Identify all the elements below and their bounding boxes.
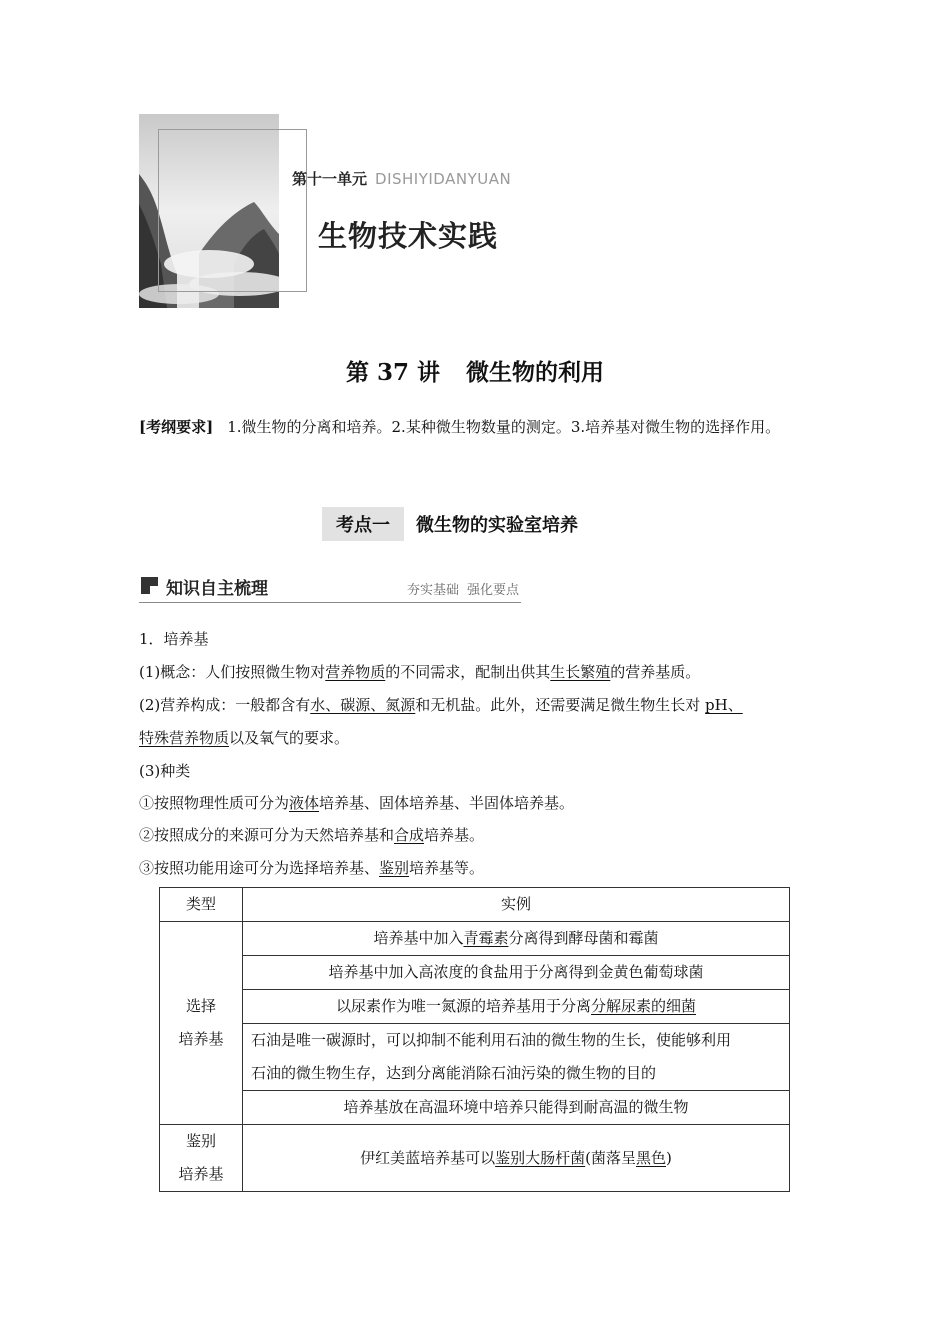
- text: 以及氧气的要求。: [229, 729, 350, 747]
- text: ③按照功能用途可分为选择培养基、: [139, 859, 380, 877]
- table-cell-example: 培养基中加入高浓度的食盐用于分离得到金黄色葡萄球菌: [243, 956, 790, 990]
- table-header-type: 类型: [160, 888, 243, 922]
- answer-blank: 青霉素: [463, 929, 509, 947]
- section-sub-1: 夯实基础: [406, 583, 459, 598]
- text: ②按照成分的来源可分为天然培养基和: [139, 826, 395, 844]
- answer-blank: 液体: [289, 794, 320, 812]
- kaodian-header: [322, 507, 578, 537]
- answer-blank: 分解尿素的细菌: [591, 997, 697, 1015]
- paragraph-composition: [139, 694, 743, 715]
- table-row: [160, 990, 790, 1024]
- lecture-number: 第 37 讲: [345, 359, 441, 386]
- answer-blank: 合成: [394, 826, 425, 844]
- kaodian-name: 微生物的实验室培养: [416, 515, 578, 536]
- answer-blank: 生长繁殖: [550, 663, 611, 681]
- table-row: [160, 956, 790, 990]
- text: 培养基等。: [409, 859, 485, 877]
- table-cell-example: [243, 1024, 790, 1091]
- text: ): [666, 1148, 672, 1167]
- section-subtitle: [407, 579, 519, 598]
- answer-blank: 鉴别: [379, 859, 410, 877]
- exam-requirements: [139, 416, 780, 437]
- paragraph-concept: [139, 661, 700, 682]
- lecture-title: [0, 354, 950, 387]
- text: 伊红美蓝培养基可以: [360, 1148, 496, 1167]
- answer-blank: 黑色: [636, 1148, 667, 1167]
- unit-label: [292, 168, 511, 189]
- requirements-tag: [考纲要求]: [139, 418, 214, 436]
- text: 和无机盐。此外，还需要满足微生物生长对: [415, 696, 706, 714]
- table-cell-example: [243, 1125, 790, 1192]
- answer-blank: 鉴别大肠杆菌: [495, 1148, 586, 1167]
- table-header-row: [160, 888, 790, 922]
- text: (1)概念：人们按照微生物对: [139, 663, 326, 681]
- text: 分离得到酵母菌和霉菌: [508, 929, 659, 947]
- requirements-text: 1.微生物的分离和培养。2.某种微生物数量的测定。3.培养基对微生物的选择作用。: [227, 418, 781, 436]
- section-title: 知识自主梳理: [166, 579, 268, 599]
- paragraph-type-physical: [139, 792, 574, 813]
- text: 培养基。: [424, 826, 485, 844]
- text: 的营养基质。: [610, 663, 701, 681]
- answer-blank: 特殊营养物质: [139, 729, 230, 747]
- paragraph-type-function: [139, 857, 484, 878]
- type-line: 鉴别: [185, 1132, 216, 1150]
- section-sub-2: 强化要点: [466, 583, 519, 598]
- unit-label-cn: 第十一单元: [292, 170, 368, 188]
- answer-blank: 营养物质: [325, 663, 386, 681]
- paragraph-type-source: [139, 824, 484, 845]
- text: 的不同需求，配制出供其: [385, 663, 551, 681]
- answer-blank: 水、碳源、氮源: [310, 696, 416, 714]
- text: 培养基、固体培养基、半固体培养基。: [319, 794, 575, 812]
- text: 石油的微生物生存，达到分离能消除石油污染的微生物的目的: [251, 1064, 657, 1082]
- table-cell-example: 培养基放在高温环境中培养只能得到耐高温的微生物: [243, 1091, 790, 1125]
- text: 以尿素作为唯一氮源的培养基用于分离: [335, 997, 591, 1015]
- paragraph-composition-cont: [139, 727, 349, 748]
- table-header-example: 实例: [243, 888, 790, 922]
- text: 石油是唯一碳源时，可以抑制不能利用石油的微生物的生长，使能够利用: [251, 1031, 732, 1049]
- kaodian-label: 考点一: [322, 507, 404, 541]
- text: 培养基中加入: [373, 929, 464, 947]
- table-row: [160, 1024, 790, 1091]
- text: ①按照物理性质可分为: [139, 794, 290, 812]
- lecture-name: 微生物的利用: [466, 359, 605, 386]
- text: (2)营养构成：一般都含有: [139, 696, 311, 714]
- table-cell-example: [243, 990, 790, 1024]
- type-line: 选择: [185, 997, 216, 1015]
- banner-frame: [158, 129, 307, 292]
- paragraph-types: (3)种类: [139, 762, 191, 780]
- type-line: 培养基: [178, 1165, 224, 1183]
- heading-culture-medium: 1．培养基: [139, 630, 209, 648]
- table-row: [160, 1125, 790, 1192]
- answer-blank: pH、: [705, 696, 743, 714]
- type-line: 培养基: [178, 1030, 224, 1048]
- table-cell-identification-type: [160, 1125, 243, 1192]
- table-cell-example: [243, 922, 790, 956]
- table-cell-selective-type: [160, 922, 243, 1125]
- table-row: [160, 922, 790, 956]
- medium-types-table: [159, 887, 790, 1192]
- table-row: [160, 1091, 790, 1125]
- section-square-icon: [141, 577, 158, 594]
- unit-title: 生物技术实践: [318, 219, 499, 253]
- unit-label-en: DISHIYIDANYUAN: [375, 170, 512, 188]
- section-heading: [139, 574, 521, 603]
- text: (菌落呈: [585, 1148, 636, 1167]
